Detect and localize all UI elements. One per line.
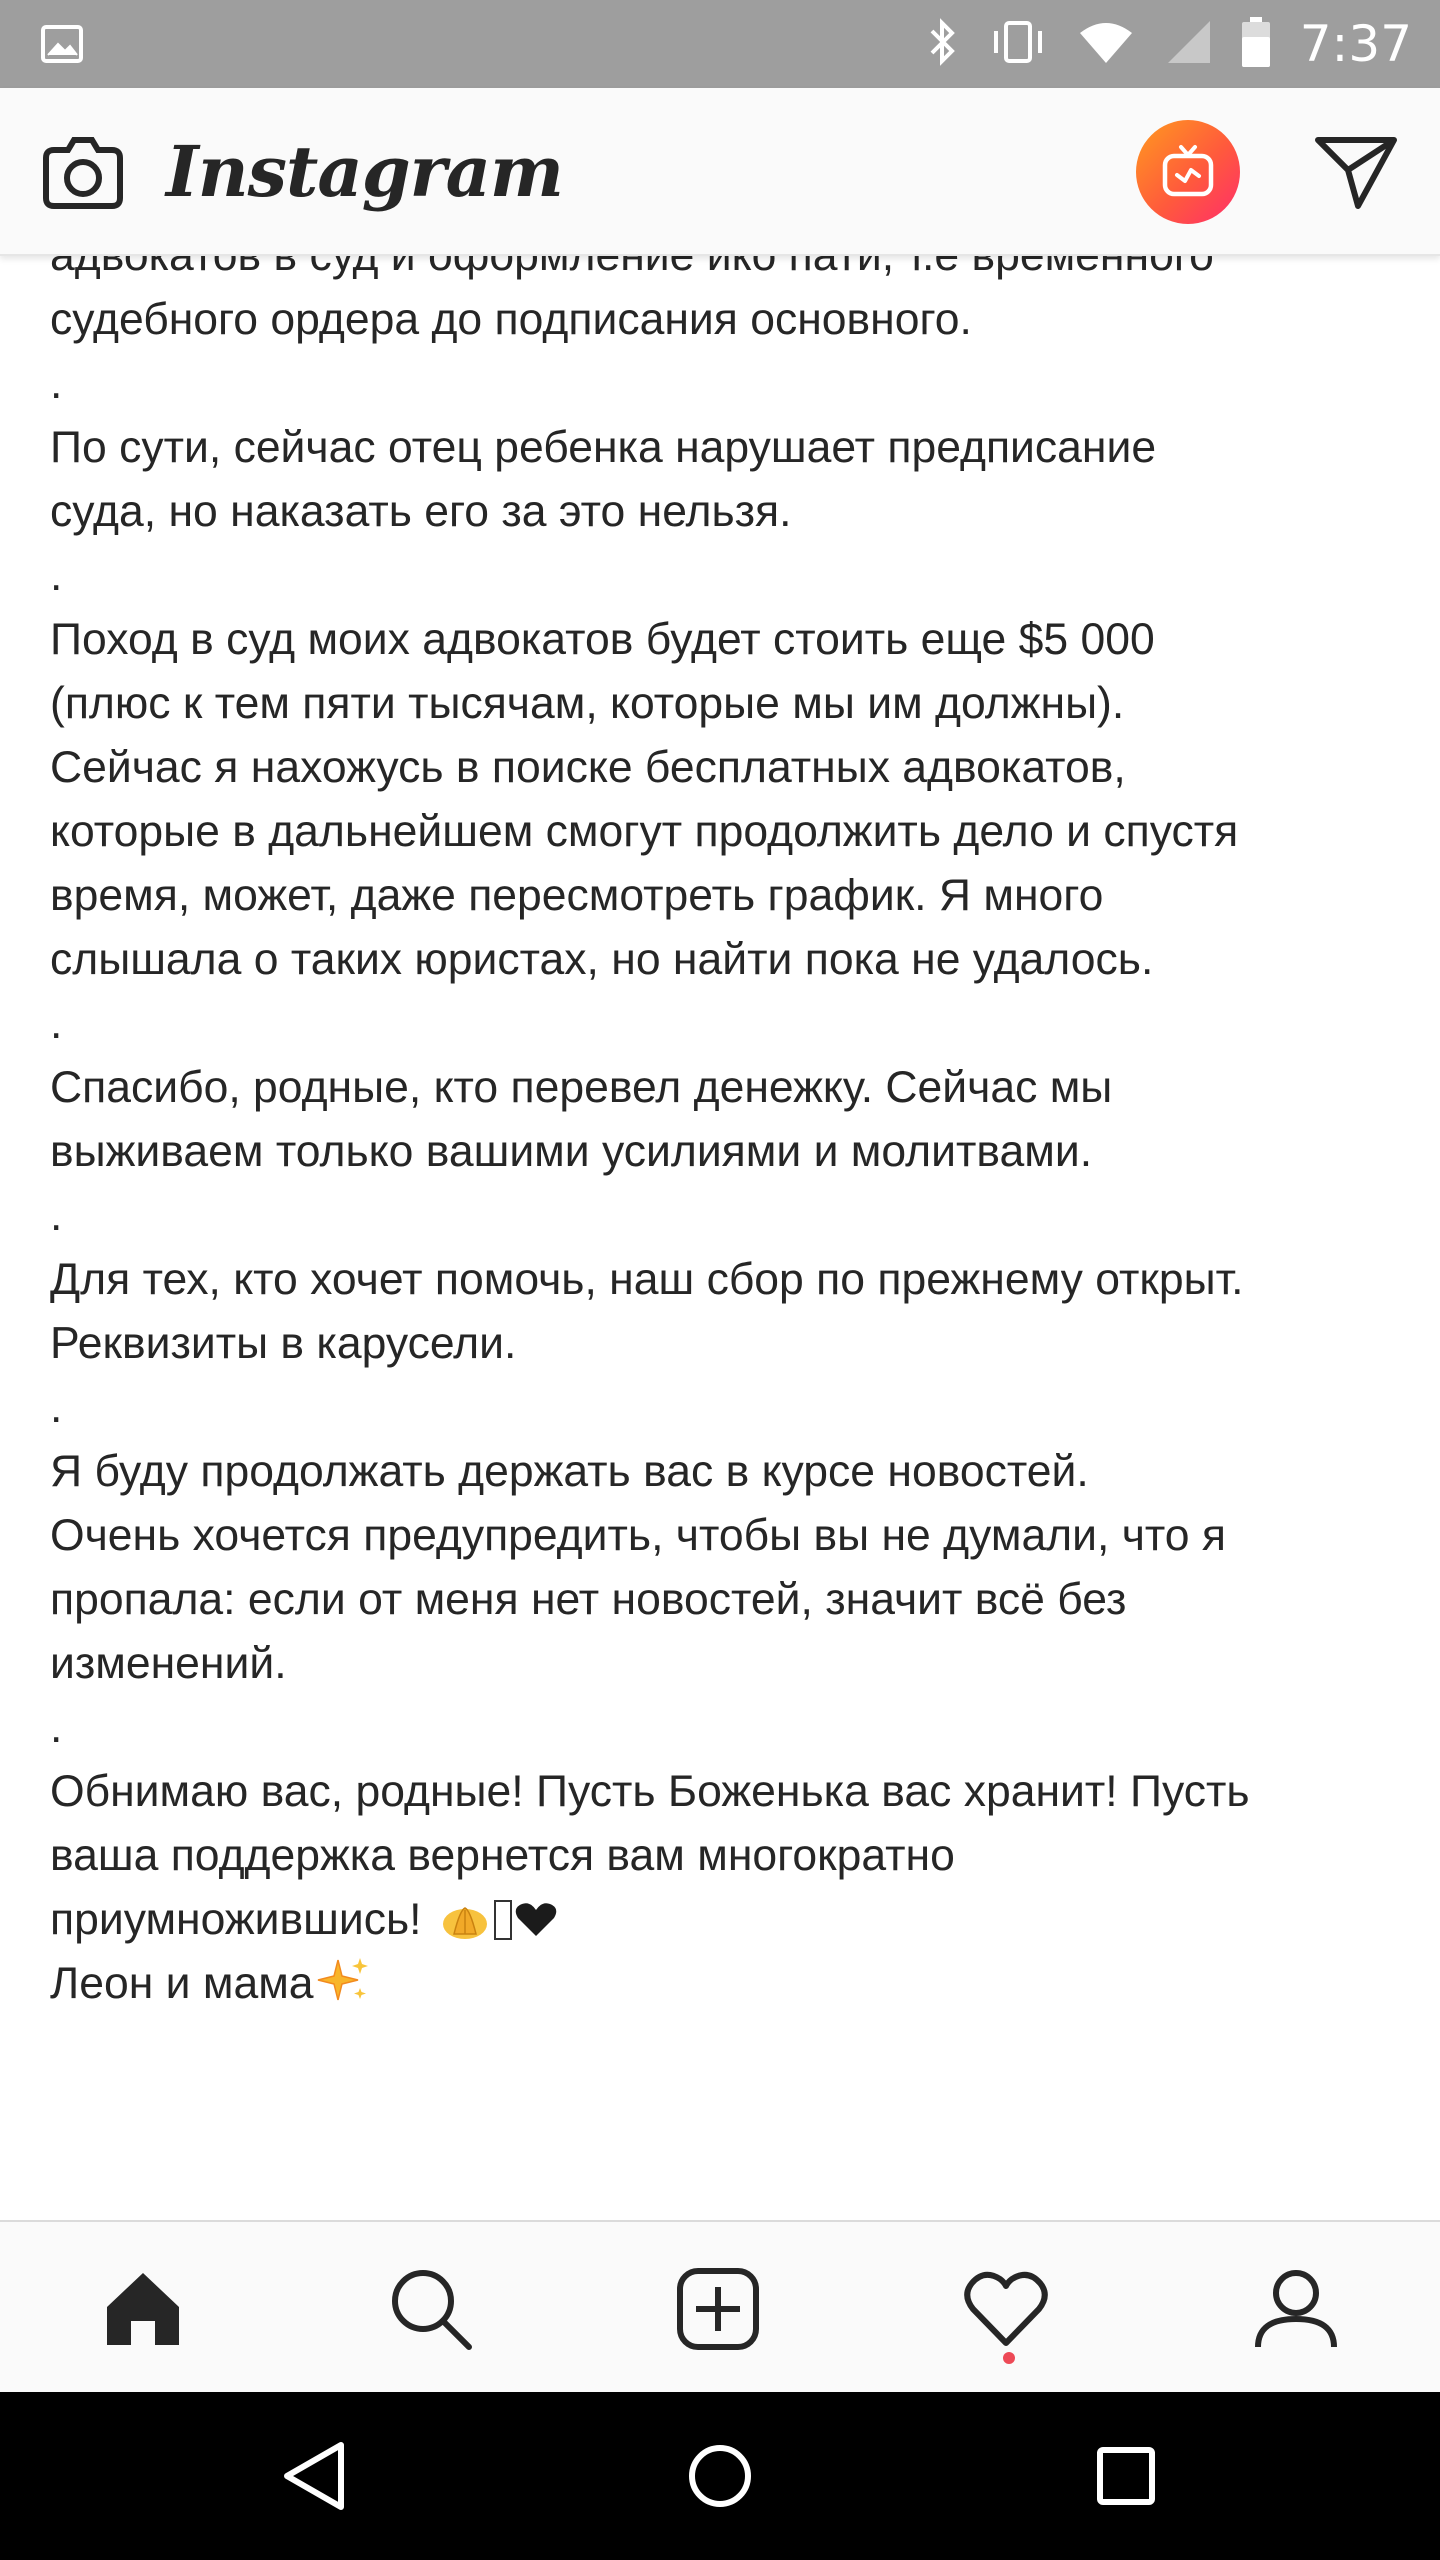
caption-line: По сути, сейчас отец ребенка нарушает предписание	[50, 423, 1157, 472]
status-time: 7:37	[1299, 15, 1412, 73]
caption-line: Очень хочется предупредить, чтобы вы не думали, что я	[50, 1511, 1227, 1560]
battery-icon	[1242, 17, 1270, 72]
caption-line: время, может, даже пересмотреть график. Я много	[50, 871, 1104, 920]
caption-line: Обнимаю вас, родные! Пусть Боженька вас хранит! Пусть	[50, 1767, 1250, 1816]
caption-line: выживаем только вашими усилиями и молитвами.	[50, 1127, 1093, 1176]
signal-icon	[1164, 19, 1212, 70]
caption-line: которые в дальнейшем смогут продолжить дело и спустя	[50, 807, 1239, 856]
caption-line: Поход в суд моих адвокатов будет стоить еще $5 000	[50, 615, 1155, 664]
caption-line: судебного ордера до подписания основного.	[50, 295, 972, 344]
folded-hands-emoji	[440, 1894, 490, 1934]
caption-line-text: Леон и мама	[50, 1959, 314, 2008]
vibrate-icon	[988, 19, 1048, 70]
caption-line: ваша поддержка вернется вам многократно	[50, 1831, 955, 1880]
black-heart-emoji	[514, 1892, 558, 1956]
sparkles-emoji	[316, 1954, 372, 2024]
activity-heart-icon[interactable]	[961, 2264, 1051, 2354]
bluetooth-icon	[928, 19, 958, 70]
post-caption	[50, 224, 1410, 2016]
recents-icon[interactable]	[1086, 2436, 1166, 2516]
caption-line-with-emoji	[50, 1952, 1410, 2016]
caption-line: .	[50, 551, 63, 600]
caption-line: слышала о таких юристах, но найти пока не удалось.	[50, 935, 1154, 984]
instagram-logo: Instagram	[166, 130, 563, 213]
caption-line: изменений.	[50, 1639, 287, 1688]
caption-line: .	[50, 999, 63, 1048]
caption-line: .	[50, 1191, 63, 1240]
post-caption-area[interactable]	[0, 200, 1440, 2220]
home-circle-icon[interactable]	[680, 2436, 760, 2516]
image-notification-icon	[40, 22, 84, 71]
wifi-icon	[1078, 19, 1134, 70]
system-nav-bar	[0, 2392, 1440, 2560]
bottom-nav	[0, 2220, 1440, 2394]
direct-message-icon[interactable]	[1314, 132, 1398, 217]
status-bar	[0, 0, 1440, 88]
app-header	[0, 88, 1440, 256]
caption-line: .	[50, 359, 63, 408]
caption-line: Я буду продолжать держать вас в курсе новостей.	[50, 1447, 1089, 1496]
missing-glyph-box	[494, 1900, 512, 1940]
caption-line-text: приумножившись!	[50, 1895, 434, 1944]
caption-line: .	[50, 1703, 63, 1752]
caption-line: (плюс к тем пяти тысячам, которые мы им должны).	[50, 679, 1125, 728]
activity-notification-dot	[1003, 2352, 1015, 2364]
caption-line: Для тех, кто хочет помочь, наш сбор по прежнему открыт.	[50, 1255, 1244, 1304]
camera-icon[interactable]	[40, 128, 126, 219]
caption-line: суда, но наказать его за это нельзя.	[50, 487, 792, 536]
caption-line: Реквизиты в карусели.	[50, 1319, 517, 1368]
igtv-icon[interactable]	[1136, 120, 1240, 224]
caption-line: пропала: если от меня нет новостей, значит всё без	[50, 1575, 1127, 1624]
home-icon[interactable]	[98, 2264, 188, 2354]
caption-line-with-emoji	[50, 1888, 1410, 1952]
search-icon[interactable]	[386, 2264, 476, 2354]
caption-line: Сейчас я нахожусь в поиске бесплатных адвокатов,	[50, 743, 1126, 792]
caption-line: Спасибо, родные, кто перевел денежку. Сейчас мы	[50, 1063, 1113, 1112]
profile-icon[interactable]	[1251, 2264, 1341, 2354]
add-post-icon[interactable]	[673, 2264, 763, 2354]
caption-line: .	[50, 1383, 63, 1432]
back-icon[interactable]	[276, 2436, 356, 2516]
